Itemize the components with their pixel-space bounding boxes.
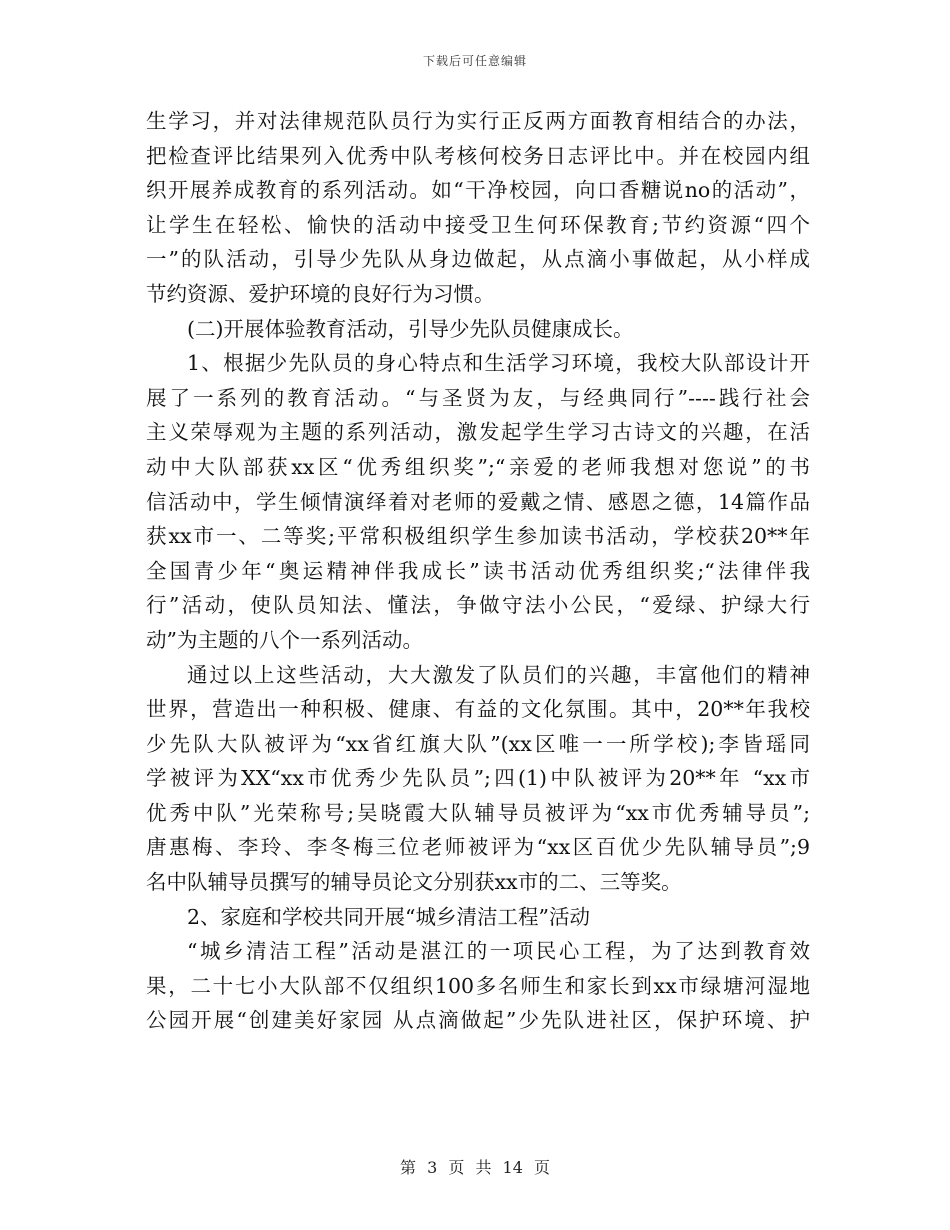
text-line: 织开展养成教育的系列活动。如“干净校园，向口香糖说no的活动”，	[146, 178, 810, 203]
text-line: 2、家庭和学校共同开展“城乡清洁工程”活动	[187, 904, 591, 929]
text-line: 一”的队活动，引导少先队从身边做起，从点滴小事做起，从小样成	[146, 247, 810, 272]
text-line: 动中大队部获xx区“优秀组织奖”;“亲爱的老师我想对您说”的书	[146, 454, 810, 479]
text-line: 让学生在轻松、愉快的活动中接受卫生何环保教育;节约资源“四个	[146, 212, 810, 237]
page-footer: 第 3 页 共 14 页	[400, 1158, 550, 1177]
text-line: 全国青少年“奥运精神伴我成长”读书活动优秀组织奖;“法律伴我	[146, 558, 810, 583]
text-line: 动”为主题的八个一系列活动。	[146, 627, 423, 652]
text-line: 展了一系列的教育活动。“与圣贤为友，与经典同行”----践行社会	[146, 385, 810, 410]
text-line: 名中队辅导员撰写的辅导员论文分别获xx市的二、三等奖。	[146, 870, 682, 895]
text-line: 把检查评比结果列入优秀中队考核何校务日志评比中。并在校园内组	[146, 143, 810, 168]
text-line: 果，二十七小大队部不仅组织100多名师生和家长到xx市绿塘河湿地	[146, 973, 810, 998]
text-line: 世界，营造出一种积极、健康、有益的文化氛围。其中，20**年我校	[146, 697, 810, 722]
text-line: 优秀中队”光荣称号;吴晓霞大队辅导员被评为“xx市优秀辅导员”;	[146, 800, 810, 825]
text-line: 生学习，并对法律规范队员行为实行正反两方面教育相结合的办法，	[146, 109, 810, 133]
text-line: 唐惠梅、李玲、李冬梅三位老师被评为“xx区百优少先队辅导员”;9	[146, 835, 810, 860]
text-line: 通过以上这些活动，大大激发了队员们的兴趣，丰富他们的精神	[187, 662, 810, 687]
document-body	[146, 104, 810, 1038]
text-line: 行”活动，使队员知法、懂法，争做守法小公民，“爱绿、护绿大行	[146, 593, 810, 618]
text-line: 公园开展“创建美好家园 从点滴做起”少先队进社区，保护环境、护	[146, 1008, 810, 1033]
text-line: 主义荣辱观为主题的系列活动，激发起学生学习古诗文的兴趣，在活	[146, 420, 810, 445]
text-line: “城乡清洁工程”活动是湛江的一项民心工程，为了达到教育效	[187, 939, 810, 964]
text-line: 少先队大队被评为“xx省红旗大队”(xx区唯一一所学校);李皆瑶同	[146, 731, 810, 756]
text-line: (二)开展体验教育活动，引导少先队员健康成长。	[187, 316, 634, 341]
text-line: 信活动中，学生倾情演绎着对老师的爱戴之情、感恩之德，14篇作品	[146, 489, 810, 514]
page-header: 下载后可任意编辑	[422, 54, 527, 68]
text-line: 获xx市一、二等奖;平常积极组织学生参加读书活动，学校获20**年	[146, 524, 810, 549]
text-line: 节约资源、爱护环境的良好行为习惯。	[146, 281, 495, 306]
text-line: 1、根据少先队员的身心特点和生活学习环境，我校大队部设计开	[187, 351, 810, 376]
text-line: 学被评为XX“xx市优秀少先队员”;四(1)中队被评为20**年 “xx市	[146, 766, 810, 791]
